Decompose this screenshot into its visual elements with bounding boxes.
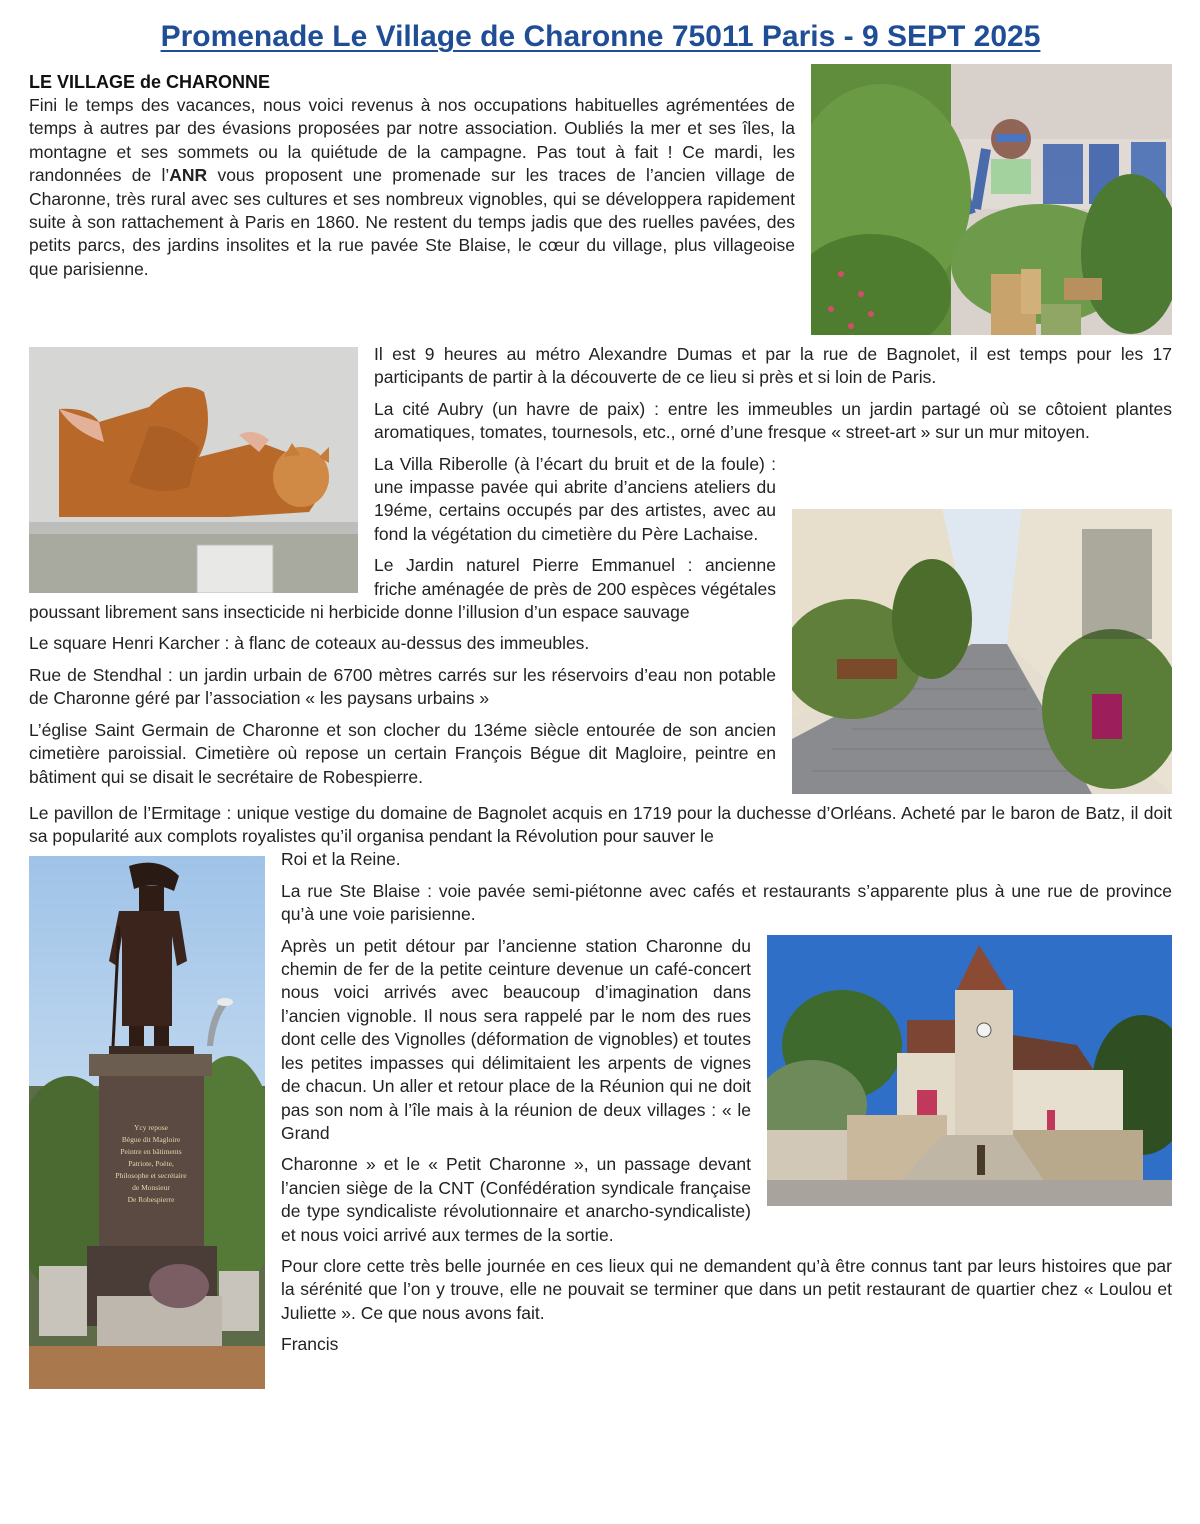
inscription-line: Philosophe et secrétaire bbox=[115, 1171, 187, 1181]
intro-text-2: vous proposent une promenade sur les traces de l’ancien village de Charonne, très rural avec ses cultures et ses nombreux vignobles, qui se développera rapidement suite à son rattachement à Paris en 1860. Ne restent du temps jadis que des ruelles pavées, des petits parcs, des jardins insolites et la rue pavée Ste Blaise, le cœur du village, plus villageoise que parisienne. bbox=[29, 165, 795, 279]
photo-magloire-statue bbox=[29, 856, 265, 1389]
photo-cobbled-street bbox=[792, 509, 1172, 794]
paragraph-eglise: L’église Saint Germain de Charonne et son clocher du 13éme siècle entourée de son ancien cimetière paroissial. Cimetière où repose un certain François Bégue dit Magloire, peintre en bâtiment qui se disait le secrétaire de Robespierre. bbox=[29, 719, 776, 787]
inscription-line: Bègue dit Magloire bbox=[121, 1135, 181, 1145]
photo-saint-germain-church bbox=[767, 935, 1172, 1206]
photo-garden-street-art bbox=[811, 64, 1172, 335]
inscription-line: de Monsieur bbox=[132, 1183, 170, 1193]
intro-text-1: Fini le temps des vacances, nous voici revenus à nos occupations habituelles agrémentées de temps à autres par des évasions proposées par notre association. Oubliés la mer et ses îles, la montagne et ses sommets ou la quiétude de la campagne. Pas tout à fait ! Ce mardi, les randonnées de l’ bbox=[29, 95, 795, 186]
bottom-block bbox=[29, 848, 1172, 1397]
inscription-line: Patriote, Poète, bbox=[128, 1159, 174, 1169]
paragraph-jardin-naturel: Le Jardin naturel Pierre Emmanuel : ancienne friche aménagée de près de 200 espèces végétales poussant librement sans insecticide ni herbicide donne l’illusion d’un espace sauvage bbox=[29, 555, 776, 623]
anr-acronym: ANR bbox=[169, 165, 208, 186]
photo-cat-mural bbox=[29, 347, 358, 593]
paragraph-square-karcher: Le square Henri Karcher : à flanc de coteaux au-dessus des immeubles. bbox=[29, 633, 590, 654]
paragraph-closing: Pour clore cette très belle journée en ces lieux qui ne demandent qu’à être connus tant par leurs histoires que par la sérénité que l’on y trouve, elle ne pouvait se terminer que dans un petit restaurant de quartier chez « Loulou et Juliette ». Ce que nous avons fait. bbox=[281, 1255, 1172, 1323]
inscription-line: De Robespierre bbox=[127, 1195, 175, 1205]
paragraph-meeting: Il est 9 heures au métro Alexandre Dumas et par la rue de Bagnolet, il est temps pour les 17 participants de partir à la découverte de ce lieu si près et si loin de Paris. bbox=[374, 344, 1172, 388]
paragraph-rue-ste-blaise: La rue Ste Blaise : voie pavée semi-piétonne avec cafés et restaurants s’apparente plus à une rue de province qu’à une voie parisienne. bbox=[281, 880, 1172, 925]
section-heading: LE VILLAGE de CHARONNE bbox=[29, 72, 271, 92]
paragraph-ermitage: Le pavillon de l’Ermitage : unique vestige du domaine de Bagnolet acquis en 1719 pour la duchesse d’Orléans. Acheté par le baron de Batz, il doit sa popularité aux complots royalistes qu’il organisa pendant la Révolution pour sauver le bbox=[29, 802, 1172, 847]
intro-block bbox=[29, 70, 1172, 343]
paragraph-villa-riberolle: La Villa Riberolle (à l’écart du bruit et de la foule) : une impasse pavée qui abrite d’anciens ateliers du 19éme, certains occupés par des artistes, avec au fond la végétation du cimetière du Père Lachaise. bbox=[374, 453, 776, 544]
page-title: Promenade Le Village de Charonne 75011 Paris - 9 SEPT 2025 bbox=[160, 20, 1041, 53]
paragraph-cite-aubry: La cité Aubry (un havre de paix) : entre les immeubles un jardin partagé où se côtoient plantes aromatiques, tomates, tournesols, etc., orné d’une fresque « street-art » sur un mur mitoyen. bbox=[374, 398, 1172, 443]
inscription-line: Peintre en bâtiments bbox=[120, 1147, 182, 1157]
paragraph-ermitage-end: Roi et la Reine. bbox=[281, 849, 401, 870]
paragraph-rue-stendhal: Rue de Stendhal : un jardin urbain de 6700 mètres carrés sur les réservoirs d’eau non potable de Charonne géré par l’association « les paysans urbains » bbox=[29, 664, 776, 709]
middle-block bbox=[29, 343, 1172, 802]
paragraph-cnt: Charonne » et le « Petit Charonne », un passage devant l’ancien siège de la CNT (Confédération syndicale française de type syndicaliste révolutionnaire et anarcho-syndicaliste) et nous voici arrivé aux termes de la sortie. bbox=[281, 1154, 751, 1245]
paragraph-vignoble: Après un petit détour par l’ancienne station Charonne du chemin de fer de la petite ceinture devenue un café-concert nous voici arrivés avec beaucoup d’imagination dans l’ancien vignoble. Il nous sera rappelé par le nom des rues dont celle des Vignolles (déformation de vignobles) et toutes les petites impasses qui délimitaient les arpents de vignes de chacun. Un aller et retour place de la Réunion qui ne doit pas son nom à l’île mais à la réunion de deux villages : « le Grand bbox=[281, 935, 751, 1143]
signature: Francis bbox=[281, 1334, 339, 1355]
inscription-line: Ycy repose bbox=[134, 1123, 168, 1133]
